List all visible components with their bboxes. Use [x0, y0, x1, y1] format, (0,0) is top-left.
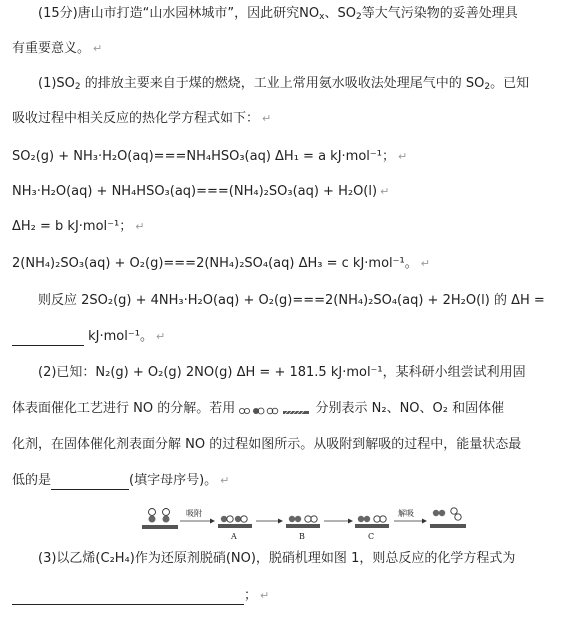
- equation-2-enthalpy: [12, 218, 144, 236]
- question-1: [38, 292, 545, 310]
- subscript-2: 2: [484, 82, 491, 92]
- part2-text-d1: 低的是: [12, 473, 52, 488]
- part1-text-line2: 吸收过程中相关反应的热化学方程式如下：: [12, 111, 260, 126]
- subscript-2: 2: [355, 12, 362, 22]
- part3-end: ；: [244, 588, 258, 603]
- equation-2-text: NH₃·H₂O(aq) + NH₄HSO₃(aq)===(NH₄)₂SO₃(aq) + H₂O(l): [12, 184, 378, 199]
- label-c: C: [368, 532, 375, 541]
- question-1-unit: kJ·mol⁻¹。: [88, 329, 153, 344]
- answer-blank-3[interactable]: [12, 590, 244, 605]
- part1-line-1: [38, 75, 529, 93]
- catalysis-process-diagram: [140, 503, 470, 543]
- paragraph-mark: ↵: [397, 150, 408, 163]
- stage-final: [430, 508, 466, 528]
- stage-a: [218, 516, 252, 528]
- part2-line-2: [12, 400, 504, 418]
- equation-3-text: 2(NH₄)₂SO₃(aq) + O₂(g)===2(NH₄)₂SO₄(aq) ΔH₃ = c kJ·mol⁻¹。: [12, 256, 418, 271]
- stage-c: [355, 516, 389, 528]
- part2-line-4: [12, 472, 229, 490]
- part2-line-3: [12, 436, 521, 454]
- part2-line-1: [38, 364, 526, 382]
- part3-text: (3)以乙烯(C₂H₄)作为还原剂脱硝(NO)，脱硝机理如图 1，则总反应的化学方程式为: [38, 551, 516, 566]
- subscript-2: 2: [74, 82, 81, 92]
- arrow-head-icon: [278, 519, 283, 524]
- desorb-label: 解吸: [398, 509, 414, 518]
- part2-text-a: (2)已知：N₂(g) + O₂(g) 2NO(g) ΔH = + 181.5 kJ·mol⁻¹，某科研小组尝试利用固: [38, 365, 526, 380]
- intro-text-c: 等大气污染物的妥善处理具: [361, 6, 518, 21]
- equation-3: [12, 255, 430, 273]
- intro-line-1: [38, 5, 518, 23]
- arrow-head-icon: [210, 519, 215, 524]
- stage-b: [286, 516, 320, 528]
- part3-answer-line: [12, 587, 269, 605]
- answer-blank-1[interactable]: [12, 331, 84, 346]
- part1-line-2: [12, 110, 271, 128]
- part3-line-1: [38, 550, 515, 568]
- label-a: A: [231, 532, 237, 541]
- subscript-x: x: [319, 12, 325, 22]
- paragraph-mark: ↵: [260, 589, 270, 602]
- part1-text-b: 的排放主要来自于煤的燃烧，工业上常用氨水吸收法处理尾气中的 SO: [80, 76, 485, 91]
- part2-text-b2: 分别表示 N₂、NO、O₂ 和固体催: [315, 401, 505, 416]
- intro-line-2: [12, 40, 102, 58]
- paragraph-mark: ↵: [420, 257, 430, 270]
- answer-blank-2[interactable]: [51, 475, 129, 490]
- equation-1: [12, 148, 407, 166]
- legend-symbols-icon: [239, 403, 311, 415]
- equation-1-text: SO₂(g) + NH₃·H₂O(aq)===NH₄HSO₃(aq) ΔH₁ = a kJ·mol⁻¹；: [12, 149, 395, 164]
- label-b: B: [299, 532, 305, 541]
- part2-text-c: 化剂，在固体催化剂表面分解 NO 的过程如图所示。从吸附到解吸的过程中，能量状态最: [12, 437, 522, 452]
- part2-text-d2: (填字母序号)。: [129, 473, 218, 488]
- intro-text: (15分)唐山市打造“山水园林城市”，因此研究NO: [38, 6, 320, 21]
- paragraph-mark: ↵: [220, 474, 230, 487]
- paragraph-mark: ↵: [93, 42, 103, 55]
- paragraph-mark: ↵: [135, 220, 145, 233]
- part1-text-a: (1)SO: [38, 76, 75, 91]
- paragraph-mark: ↵: [155, 330, 166, 343]
- intro-text-b: 、SO: [324, 6, 356, 21]
- arrow-head-icon: [422, 519, 427, 524]
- intro-text-2: 有重要意义。: [12, 41, 91, 56]
- part2-text-b1: 体表面催化工艺进行 NO 的分解。若用: [12, 401, 236, 416]
- paragraph-mark: ↵: [380, 185, 390, 198]
- part1-text-c: 。已知: [490, 76, 530, 91]
- adsorb-label: 吸附: [186, 509, 202, 518]
- stage-initial: [142, 509, 178, 530]
- equation-2-dh-text: ΔH₂ = b kJ·mol⁻¹；: [12, 219, 133, 234]
- paragraph-mark: ↵: [262, 112, 272, 125]
- question-1-text: 则反应 2SO₂(g) + 4NH₃·H₂O(aq) + O₂(g)===2(NH₄)₂SO₄(aq) + 2H₂O(l) 的 ΔH =: [38, 293, 545, 308]
- equation-2: [12, 183, 389, 201]
- arrow-head-icon: [348, 519, 353, 524]
- question-1-answer-line: [12, 328, 165, 346]
